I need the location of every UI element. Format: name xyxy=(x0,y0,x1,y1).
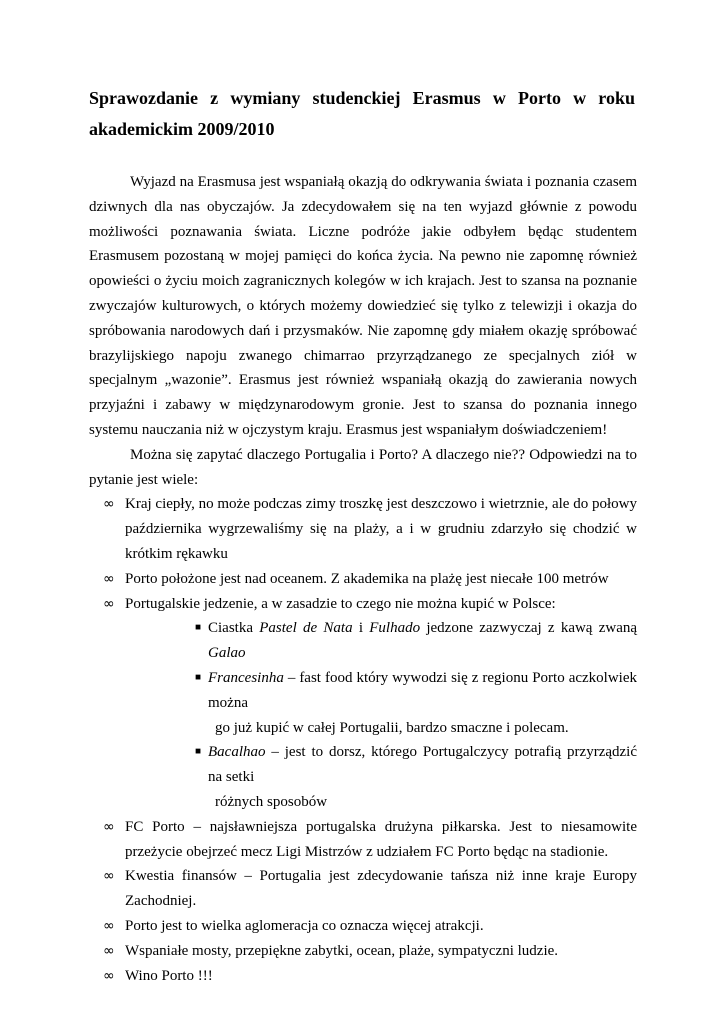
food-item-continuation: różnych sposobów xyxy=(215,793,328,810)
document-title: Sprawozdanie z wymiany studenckiej Erasmus w Porto w roku akademickim 2009/2010 xyxy=(89,88,635,139)
infinity-bullet-icon: ∞ xyxy=(103,496,115,513)
list-item xyxy=(89,964,637,989)
food-item: ■ Bacalhao – jest to dorsz, którego Portugalczycy potrafią przyrządzić na setki różnych sposobów xyxy=(195,740,637,814)
infinity-bullet-icon: ∞ xyxy=(103,967,115,984)
list-item xyxy=(89,592,637,815)
list-item xyxy=(89,815,637,865)
list-item-text: Kwestia finansów – Portugalia jest zdecydowanie tańsza niż inne kraje Europy Zachodniej. xyxy=(125,868,637,910)
square-bullet-icon: ■ xyxy=(195,622,202,634)
paragraph: Wyjazd na Erasmusa jest wspaniałą okazją do odkrywania świata i poznania czasem dziwnych dla nas obyczajów. Ja zdecydowałem się na ten wyjazd głównie z powodu możliwości poznawania świata. Liczne podróże jakie odbyłem będąc studentem Erasmusem pozostaną w mojej pamięci do końca życia. Na pewno nie zapomnę również opowieści o życiu moich zagranicznych kolegów w ich krajach. Jest to szansa na poznanie zwyczajów kulturowych, o których możemy dowiedzieć się tylko z telewizji i okazja do spróbowania narodowych dań i przysmaków. Nie zapomnę gdy miałem okazję spróbować brazylijskiego napoju zwanego chimarrao przyrządzanego ze specjalnych ziół w specjalnym „wazonie”. Erasmus jest również wspaniałą okazją do zawierania nowych przyjaźni i zabawy w międzynarodowym gronie. Jest to szansa do poznania innego systemu nauczania niż w ojczystym kraju. Erasmus jest wspaniałym doświadczeniem! xyxy=(89,174,637,438)
food-list xyxy=(125,616,637,814)
food-name: Francesinha xyxy=(208,669,284,686)
square-bullet-icon: ■ xyxy=(195,746,202,758)
food-item: ■ Francesinha – fast food który wywodzi się z regionu Porto aczkolwiek można go już kupić w całej Portugalii, bardzo smaczne i polecam. xyxy=(195,666,637,740)
list-item xyxy=(89,939,637,964)
square-bullet-icon: ■ xyxy=(195,671,202,683)
list-item xyxy=(89,914,637,939)
document-body xyxy=(89,170,637,988)
food-name: Galao xyxy=(208,645,246,662)
list-item-text: Porto jest to wielka aglomeracja co oznacza więcej atrakcji. xyxy=(125,917,484,934)
infinity-bullet-icon: ∞ xyxy=(103,818,115,835)
list-item xyxy=(89,567,637,592)
list-item-text: Wspaniałe mosty, przepiękne zabytki, ocean, plaże, sympatyczni ludzie. xyxy=(125,942,559,959)
paragraph: Można się zapytać dlaczego Portugalia i Porto? A dlaczego nie?? Odpowiedzi na to pytanie jest wiele: xyxy=(89,446,637,488)
list-item-text: Portugalskie jedzenie, a w zasadzie to czego nie można kupić w Polsce: xyxy=(125,595,556,612)
list-item xyxy=(89,492,637,566)
list-item-text: Kraj ciepły, no może podczas zimy troszkę jest deszczowo i wietrznie, ale do połowy października wygrzewaliśmy się na plaży, a i w grudniu zdarzyło się chodzić w krótkim rękawku xyxy=(125,496,637,562)
infinity-bullet-icon: ∞ xyxy=(103,868,115,885)
list-item-text: FC Porto – najsławniejsza portugalska drużyna piłkarska. Jest to niesamowite przeżycie obejrzeć mecz Ligi Mistrzów z udziałem FC Porto będąc na stadionie. xyxy=(125,818,637,860)
list-item-text: Porto położone jest nad oceanem. Z akademika na plażę jest niecałe 100 metrów xyxy=(125,570,609,587)
infinity-bullet-icon: ∞ xyxy=(103,917,115,934)
infinity-bullet-icon: ∞ xyxy=(103,942,115,959)
list-item-text: Wino Porto !!! xyxy=(125,967,213,984)
infinity-bullet-icon: ∞ xyxy=(103,570,115,587)
food-name: Bacalhao xyxy=(208,744,266,761)
infinity-bullet-icon: ∞ xyxy=(103,595,115,612)
food-item: ■ Ciastka Pastel de Nata i Fulhado jedzone zazwyczaj z kawą zwaną Galao xyxy=(195,616,637,666)
reasons-list xyxy=(89,492,637,988)
food-name: Pastel de Nata xyxy=(259,620,353,637)
list-item xyxy=(89,864,637,914)
food-name: Fulhado xyxy=(369,620,421,637)
food-item-continuation: go już kupić w całej Portugalii, bardzo smaczne i polecam. xyxy=(215,719,569,736)
